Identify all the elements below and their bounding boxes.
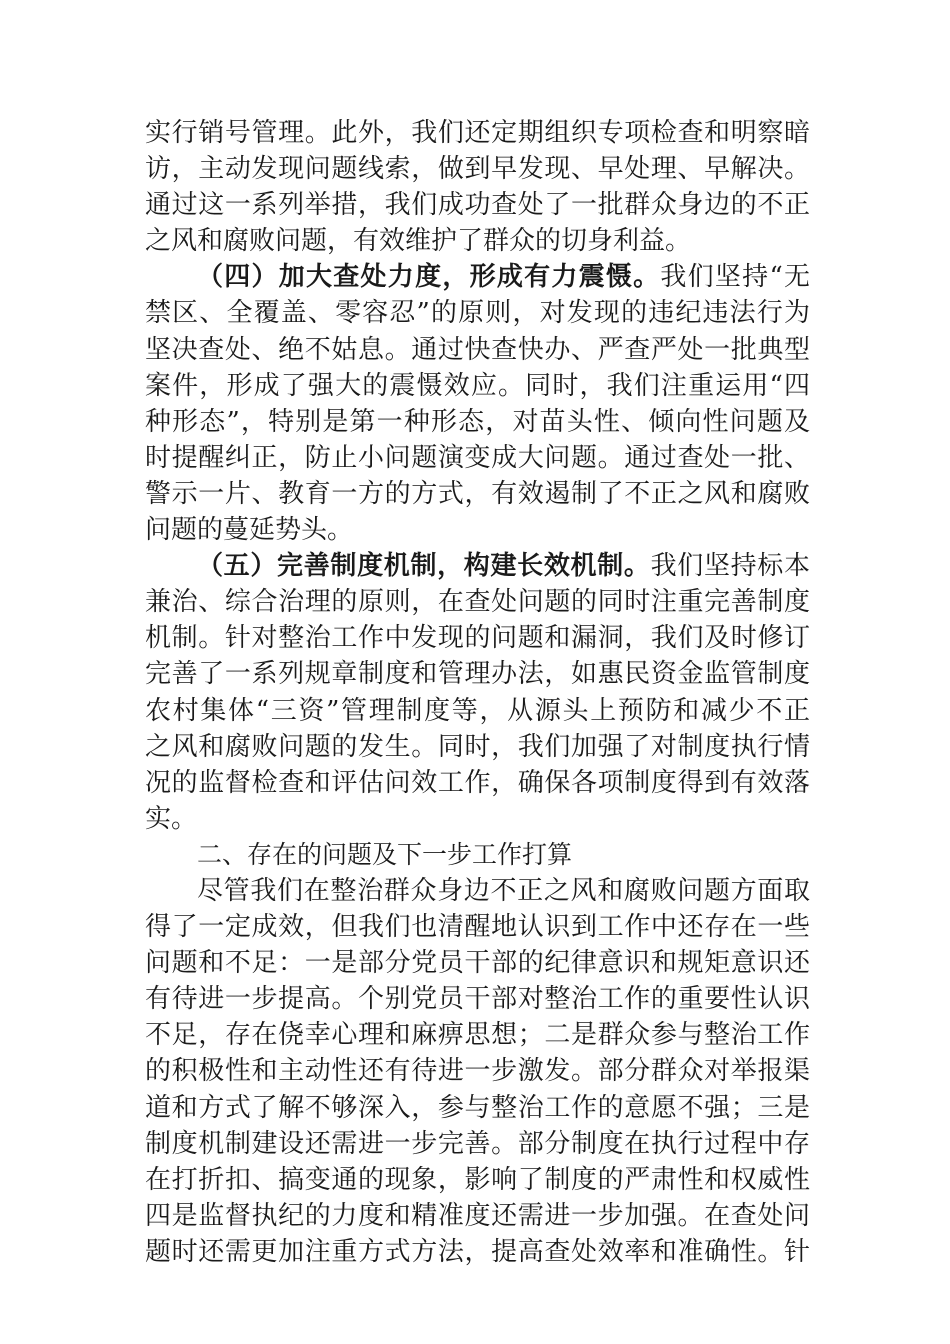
text-line: 实。 — [145, 803, 198, 834]
text-line: 时提醒纠正，防止小问题演变成大问题。通过查处一批、 — [145, 442, 810, 473]
text-line: 种形态”，特别是第一种形态，对苗头性、倾向性问题及 — [145, 406, 810, 437]
text-line: 坚决查处、绝不姑息。通过快查快办、严查严处一批典型 — [145, 334, 810, 365]
subheading-four: （四）加大查处力度，形成有力震慑。 — [197, 262, 661, 293]
text-line — [145, 548, 810, 584]
text-fragment: 我们坚持“无 — [660, 262, 810, 293]
paragraph-punishment — [145, 259, 810, 548]
text-line: 道和方式了解不够深入，参与整治工作的意愿不强；三是 — [145, 1092, 810, 1123]
text-line: 之风和腐败问题，有效维护了群众的切身利益。 — [145, 226, 692, 257]
text-line: 实行销号管理。此外，我们还定期组织专项检查和明察暗 — [145, 118, 810, 148]
text-line: 问题和不足：一是部分党员干部的纪律意识和规矩意识还 — [145, 948, 810, 979]
text-line: 问题的蔓延势头。 — [145, 515, 354, 546]
text-line: 完善了一系列规章制度和管理办法，如惠民资金监管制度 — [145, 659, 810, 690]
text-line: 四是监督执纪的力度和精准度还需进一步加强。在查处问 — [145, 1200, 810, 1231]
paragraph-institution — [145, 548, 810, 837]
text-line — [145, 259, 810, 295]
subheading-five: （五）完善制度机制，构建长效机制。 — [197, 551, 651, 582]
text-line: 尽管我们在整治群众身边不正之风和腐败问题方面取 — [197, 875, 810, 906]
text-line: 警示一片、教育一方的方式，有效遏制了不正之风和腐败 — [145, 478, 810, 509]
text-fragment: 我们坚持标本 — [650, 551, 810, 582]
section-heading: 二、存在的问题及下一步工作打算 — [197, 839, 573, 869]
text-line: 制度机制建设还需进一步完善。部分制度在执行过程中存 — [145, 1128, 810, 1159]
text-line: 之风和腐败问题的发生。同时，我们加强了对制度执行情 — [145, 731, 810, 762]
text-line: 通过这一系列举措，我们成功查处了一批群众身边的不正 — [145, 190, 810, 221]
text-line: 有待进一步提高。个别党员干部对整治工作的重要性认识 — [145, 984, 810, 1015]
text-line: 兼治、综合治理的原则，在查处问题的同时注重完善制度 — [145, 587, 810, 618]
text-line: 得了一定成效，但我们也清醒地认识到工作中还存在一些 — [145, 912, 810, 943]
paragraph-problems — [145, 873, 810, 1270]
text-line: 题时还需更加注重方式方法，提高查处效率和准确性。针 — [145, 1236, 810, 1267]
paragraph-continuation — [145, 115, 810, 259]
text-line: 不足，存在侥幸心理和麻痹思想；二是群众参与整治工作 — [145, 1020, 810, 1051]
text-line: 禁区、全覆盖、零容忍”的原则，对发现的违纪违法行为 — [145, 298, 810, 329]
text-line: 况的监督检查和评估问效工作，确保各项制度得到有效落 — [145, 767, 810, 798]
text-line: 的积极性和主动性还有待进一步激发。部分群众对举报渠 — [145, 1056, 810, 1087]
text-line: 在打折扣、搞变通的现象，影响了制度的严肃性和权威性 — [145, 1164, 810, 1195]
document-body — [145, 115, 810, 1270]
text-line: 农村集体“三资”管理制度等，从源头上预防和减少不正 — [145, 695, 810, 726]
text-line: 机制。针对整治工作中发现的问题和漏洞，我们及时修订 — [145, 623, 810, 654]
text-line: 访，主动发现问题线索，做到早发现、早处理、早解决。 — [145, 154, 810, 185]
text-line: 案件，形成了强大的震慑效应。同时，我们注重运用“四 — [145, 370, 810, 401]
